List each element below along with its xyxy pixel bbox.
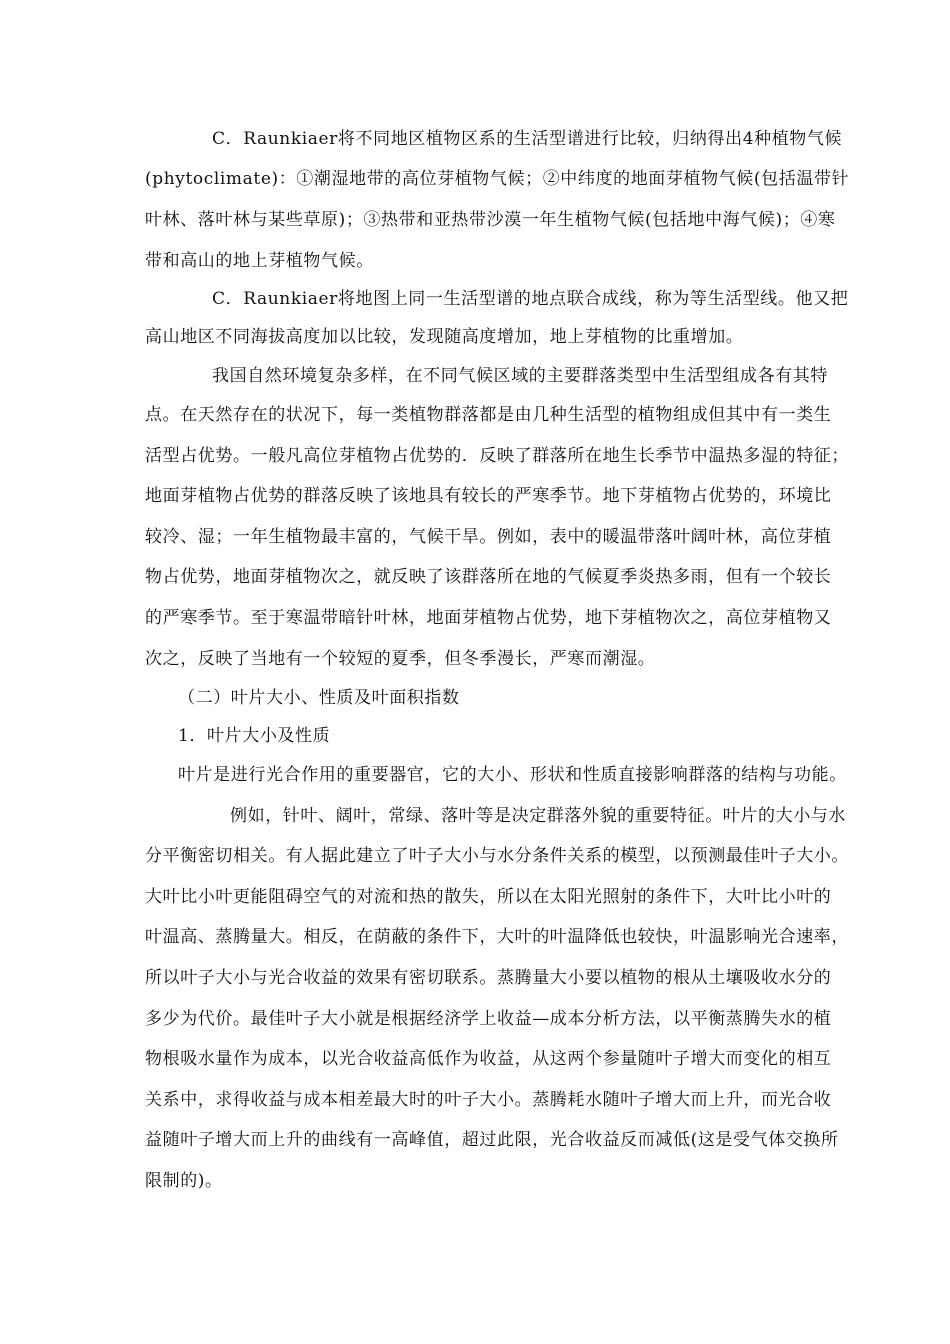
- paragraph-line: 活型占优势。一般凡高位芽植物占优势的．反映了群落所在地生长季节中温热多湿的特征；: [145, 446, 849, 466]
- paragraph-line: 较冷、湿；一年生植物最丰富的，气候干旱。例如，表中的暖温带落叶阔叶林，高位芽植: [145, 527, 832, 547]
- paragraph-line: 所以叶子大小与光合收益的效果有密切联系。蒸腾量大小要以植物的根从土壤吸收水分的: [145, 968, 832, 988]
- paragraph-line: 我国自然环境复杂多样，在不同气候区域的主要群落类型中生活型组成各有其特: [212, 366, 828, 386]
- paragraph-line: 叶温高、蒸腾量大。相反，在荫蔽的条件下，大叶的叶温降低也较快，叶温影响光合速率，: [145, 927, 849, 947]
- paragraph-line: 物根吸水量作为成本，以光合收益高低作为收益，从这两个参量随叶子增大而变化的相互: [145, 1049, 832, 1069]
- paragraph-line: 带和高山的地上芽植物气候。: [145, 251, 374, 271]
- paragraph-line: 叶林、落叶林与某些草原)；③热带和亚热带沙漠一年生植物气候(包括地中海气候)；④寒: [145, 210, 836, 230]
- paragraph-line: 物占优势，地面芽植物次之，就反映了该群落所在地的气候夏季炎热多雨，但有一个较长: [145, 567, 832, 587]
- paragraph-line: 地面芽植物占优势的群落反映了该地具有较长的严寒季节。地下芽植物占优势的，环境比: [145, 486, 832, 506]
- paragraph-line: 高山地区不同海拔高度加以比较，发现随高度增加，地上芽植物的比重增加。: [145, 327, 744, 347]
- paragraph-line: 叶片是进行光合作用的重要器官，它的大小、形状和性质直接影响群落的结构与功能。: [178, 765, 847, 785]
- paragraph-line: 限制的)。: [145, 1171, 223, 1191]
- paragraph-line: 次之，反映了当地有一个较短的夏季，但冬季漫长，严寒而潮湿。: [145, 649, 656, 669]
- paragraph-line: (phytoclimate)：①潮湿地带的高位芽植物气候；②中纬度的地面芽植物气候(包括温带针: [145, 169, 850, 189]
- paragraph-line: C．Raunkiaer将不同地区植物区系的生活型谱进行比较，归纳得出4种植物气候: [212, 129, 843, 149]
- section-heading: （二）叶片大小、性质及叶面积指数: [178, 688, 460, 708]
- paragraph-line: 点。在天然存在的状况下，每一类植物群落都是由几种生活型的植物组成但其中有一类生: [145, 405, 832, 425]
- paragraph-line: 分平衡密切相关。有人据此建立了叶子大小与水分条件关系的模型，以预测最佳叶子大小。: [145, 846, 849, 866]
- subsection-heading: 1．叶片大小及性质: [178, 726, 331, 746]
- paragraph-line: 益随叶子增大而上升的曲线有一高峰值，超过此限，光合收益反而减低(这是受气体交换所: [145, 1130, 839, 1150]
- paragraph-line: 大叶比小叶更能阻碍空气的对流和热的散失，所以在太阳光照射的条件下，大叶比小叶的: [145, 887, 832, 907]
- paragraph-line: C．Raunkiaer将地图上同一生活型谱的地点联合成线，称为等生活型线。他又把: [212, 289, 849, 309]
- paragraph-line: 例如，针叶、阔叶，常绿、落叶等是决定群落外貌的重要特征。叶片的大小与水: [230, 806, 846, 826]
- paragraph-line: 关系中，求得收益与成本相差最大时的叶子大小。蒸腾耗水随叶子增大而上升，而光合收: [145, 1090, 832, 1110]
- paragraph-line: 的严寒季节。至于寒温带暗针叶林，地面芽植物占优势，地下芽植物次之，高位芽植物又: [145, 608, 832, 628]
- paragraph-line: 多少为代价。最佳叶子大小就是根据经济学上收益—成本分析方法，以平衡蒸腾失水的植: [145, 1009, 832, 1029]
